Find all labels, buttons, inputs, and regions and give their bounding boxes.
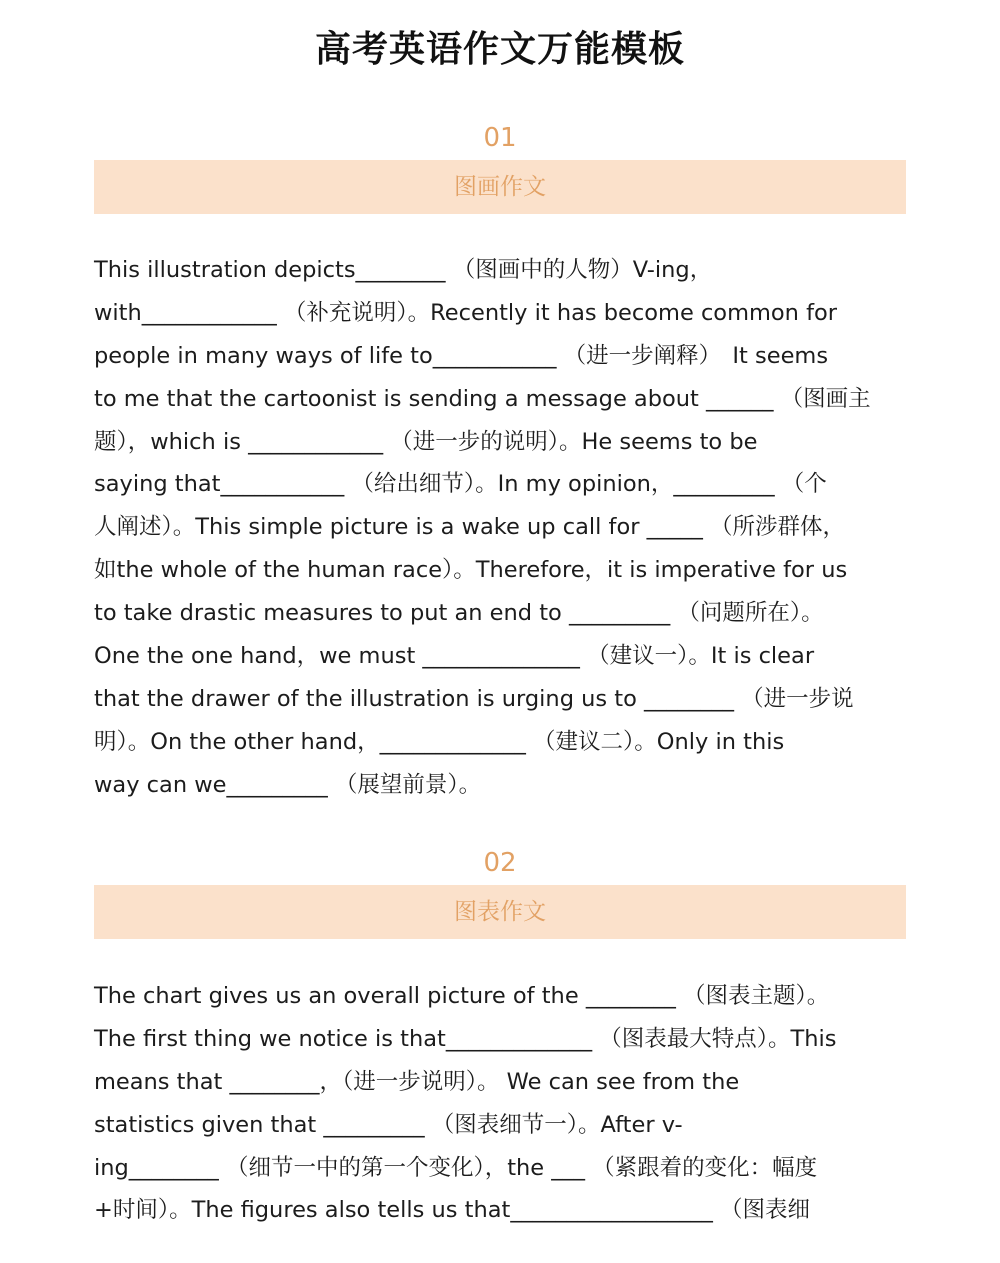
- section-1-heading: 图画作文: [454, 174, 546, 200]
- template-line: ing________ （细节一中的第一个变化），the ___ （紧跟着的变化：幅度: [94, 1154, 818, 1181]
- template-line: with____________ （补充说明）。Recently it has become common for: [94, 299, 838, 326]
- template-line: One the one hand，we must ______________ （建议一）。It is clear: [94, 643, 815, 670]
- template-line: 明）。On the other hand，_____________ （建议二）。Only in this: [94, 728, 785, 755]
- template-line: way can we_________ （展望前景）。: [94, 771, 482, 798]
- template-line: statistics given that _________ （图表细节一）。After v-: [94, 1111, 683, 1138]
- template-line: 人阐述）。This simple picture is a wake up call for _____ （所涉群体，: [94, 514, 846, 541]
- template-line: This illustration depicts________ （图画中的人物）V-ing，: [94, 257, 713, 283]
- section-1-number: 01: [483, 123, 517, 153]
- template-line: 如the whole of the human race）。Therefore，it is imperative for us: [94, 557, 848, 584]
- template-line: to me that the cartoonist is sending a message about ______ （图画主: [94, 385, 871, 412]
- template-line: saying that___________ （给出细节）。In my opinion，_________ （个: [94, 471, 827, 498]
- template-line: The first thing we notice is that_____________ （图表最大特点）。This: [94, 1025, 837, 1052]
- section-2-heading: 图表作文: [454, 899, 546, 925]
- section-1-template-text: [94, 249, 906, 807]
- section-1-header-band: [94, 160, 906, 214]
- section-2-template-text: [94, 975, 906, 1232]
- section-2-number: 02: [483, 848, 517, 878]
- template-line: that the drawer of the illustration is urging us to ________ （进一步说: [94, 685, 854, 712]
- template-line: The chart gives us an overall picture of the ________ （图表主题）。: [94, 983, 830, 1009]
- section-2-header-band: [94, 885, 906, 939]
- template-line: to take drastic measures to put an end to _________ （问题所在）。: [94, 600, 824, 627]
- template-line: +时间）。The figures also tells us that__________________ （图表细: [94, 1197, 810, 1224]
- template-line: means that ________，（进一步说明）。 We can see from the: [94, 1068, 740, 1095]
- template-line: people in many ways of life to___________ （进一步阐释） It seems: [94, 342, 829, 369]
- template-line: 题），which is ____________ （进一步的说明）。He seems to be: [94, 428, 758, 455]
- page-title: 高考英语作文万能模板: [314, 29, 685, 70]
